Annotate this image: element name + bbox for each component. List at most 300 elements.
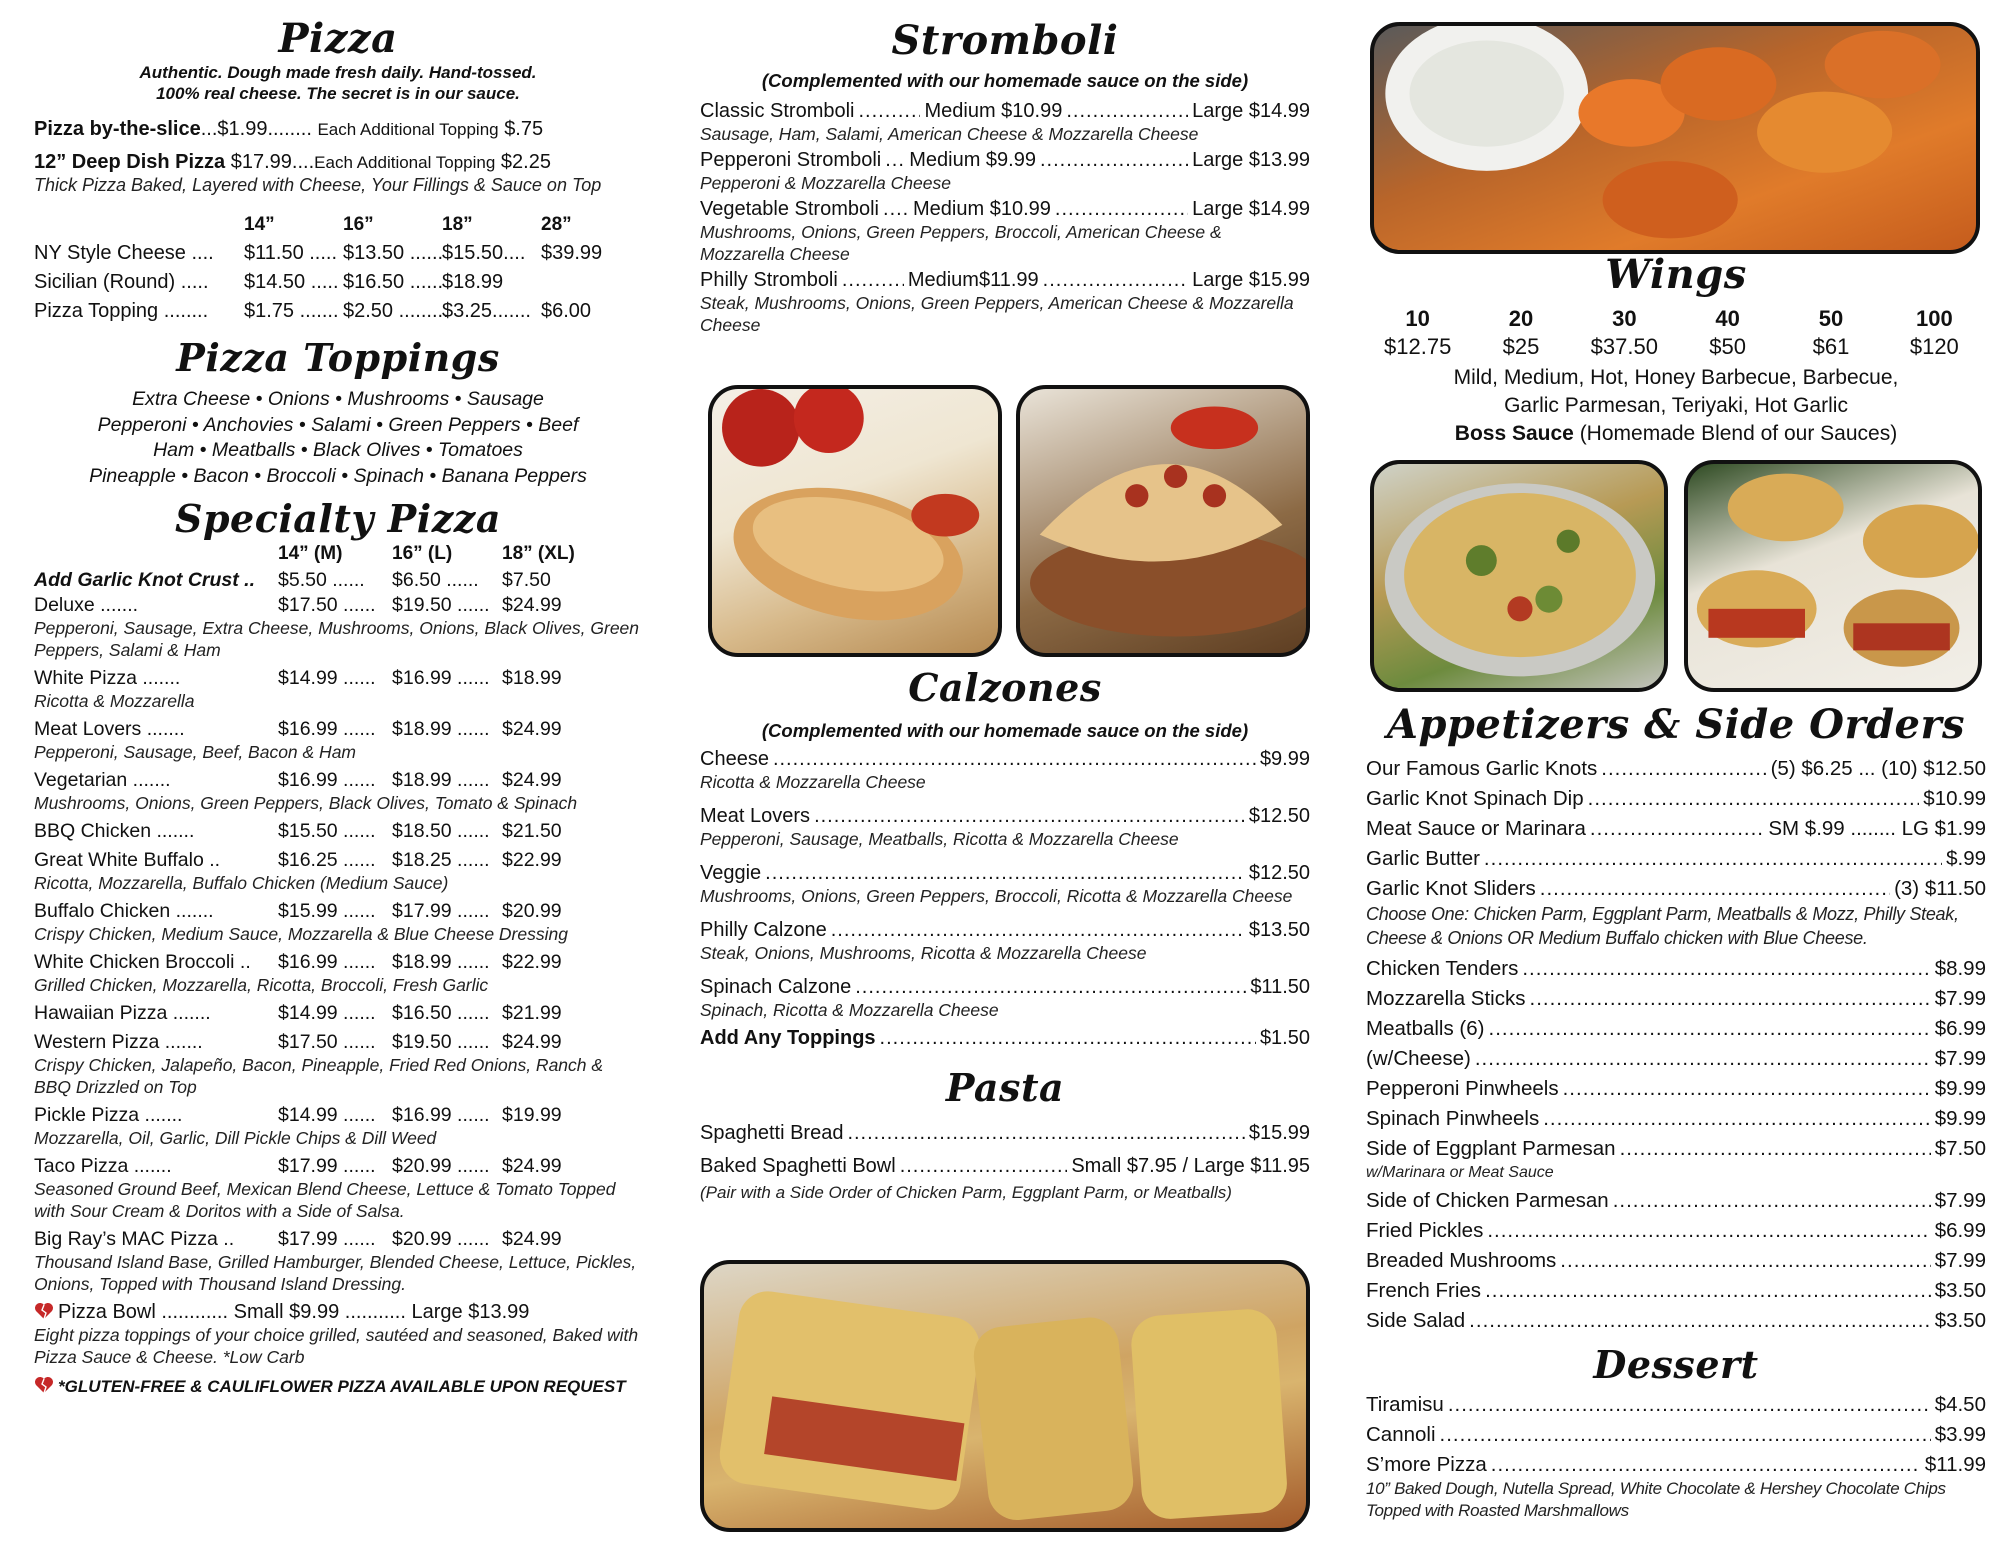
specialty-name: Buffalo Chicken ....... — [34, 900, 214, 922]
calzone-row-name: Philly Calzone — [700, 919, 827, 941]
appetizer-row — [1366, 1076, 1986, 1102]
spinach-dip-photo — [1370, 460, 1668, 692]
spaghetti-bread-photo — [700, 1260, 1310, 1532]
stromboli-large: Large $14.99 — [1192, 198, 1310, 220]
pizza-row-price: $39.99 — [541, 242, 603, 264]
specialty-desc: Pepperoni, Sausage, Beef, Bacon & Ham — [34, 742, 357, 762]
appetizer-row-price: $.99 — [1946, 847, 1986, 870]
appetizer-row-price: $6.99 — [1934, 1219, 1986, 1242]
calzones-note: (Complemented with our homemade sauce on the side) — [761, 720, 1249, 741]
deep-dish-name: 12” Deep Dish Pizza — [34, 151, 226, 173]
calzone-row-name: Veggie — [700, 862, 762, 884]
wing-count: 30 — [1612, 306, 1637, 331]
specialty-row — [34, 849, 642, 872]
specialty-name: White Chicken Broccoli .. — [34, 951, 251, 973]
appetizer-row-name: Meatballs (6) — [1366, 1017, 1485, 1040]
specialty-price: $18.25 ...... — [392, 849, 490, 871]
appetizer-row-price: $7.99 — [1934, 1047, 1986, 1070]
specialty-price: $20.99 — [502, 900, 562, 922]
specialty-price: $16.99 ...... — [278, 718, 376, 740]
add-toppings-price: $1.50 — [1259, 1027, 1310, 1049]
specialty-item — [34, 1155, 642, 1222]
specialty-price: $6.50 ...... — [392, 569, 479, 591]
appetizers-list-2 — [1366, 956, 1986, 1162]
specialty-item — [34, 849, 642, 894]
calzone-item — [700, 976, 1310, 1021]
specialty-price: $24.99 — [502, 769, 562, 791]
specialty-item — [34, 1031, 642, 1098]
specialty-row — [34, 569, 642, 592]
pizza-row-price: $3.25....... — [442, 300, 531, 322]
stromboli-desc: Mushrooms, Onions, Green Peppers, Broccoli, American Cheese & Mozzarella Cheese — [700, 222, 1222, 264]
appetizer-row-price: $6.99 — [1934, 1017, 1986, 1040]
spaghetti-bowl-row — [700, 1155, 1310, 1178]
specialty-name: Hawaiian Pizza ....... — [34, 1002, 211, 1024]
appetizer-row-name: Garlic Knot Sliders — [1366, 877, 1536, 900]
wing-sauces-line-2: Garlic Parmesan, Teriyaki, Hot Garlic — [1504, 394, 1848, 417]
stromboli-desc: Pepperoni & Mozzarella Cheese — [700, 173, 951, 193]
specialty-name: Taco Pizza ....... — [34, 1155, 172, 1177]
spaghetti-bread-name: Spaghetti Bread — [700, 1122, 844, 1144]
calzone-desc: Mushrooms, Onions, Green Peppers, Broccoli, Ricotta & Mozzarella Cheese — [700, 886, 1293, 906]
appetizers-list-3 — [1366, 1188, 1986, 1334]
size-28: 28” — [541, 214, 572, 235]
stromboli-item — [700, 100, 1310, 145]
specialty-desc: Crispy Chicken, Medium Sauce, Mozzarella & Blue Cheese Dressing — [34, 924, 568, 944]
specialty-item — [34, 951, 642, 996]
specialty-price: $24.99 — [502, 1031, 562, 1053]
calzone-row-price: $11.50 — [1250, 976, 1310, 998]
dessert-row-price: $4.50 — [1934, 1393, 1986, 1416]
specialty-price: $5.50 ...... — [278, 569, 365, 591]
appetizer-row-name: Side Salad — [1366, 1309, 1466, 1332]
pizza-column — [34, 0, 642, 1397]
dessert-row-price: $11.99 — [1924, 1453, 1986, 1476]
size-16: 16” — [343, 214, 374, 235]
spaghetti-bread-row — [700, 1122, 1310, 1145]
specialty-name: White Pizza ....... — [34, 667, 181, 689]
slice-extra: Each Additional Topping — [317, 120, 499, 139]
toppings-list — [34, 387, 642, 489]
appetizer-row — [1366, 816, 1986, 842]
specialty-heading: Specialty Pizza — [175, 496, 501, 541]
slice-name: Pizza by-the-slice — [34, 118, 201, 140]
appetizers-heading: Appetizers & Side Orders — [1386, 701, 1966, 748]
pizza-row-price: $11.50 ..... — [244, 242, 338, 264]
wing-price: $25 — [1502, 334, 1540, 359]
calzone-row — [700, 805, 1310, 828]
specialty-item — [34, 667, 642, 712]
stromboli-large: Large $14.99 — [1192, 100, 1310, 122]
specialty-desc: Grilled Chicken, Mozzarella, Ricotta, Broccoli, Fresh Garlic — [34, 975, 489, 995]
calzones-heading: Calzones — [908, 665, 1102, 710]
calzone-item — [700, 862, 1310, 907]
specialty-desc: Ricotta & Mozzarella — [34, 691, 195, 711]
calzone-row-price: $13.50 — [1248, 919, 1310, 941]
specialty-row — [34, 1002, 642, 1025]
pizza-row-price — [541, 271, 640, 294]
appetizer-row — [1366, 1248, 1986, 1274]
add-toppings-name: Add Any Toppings — [700, 1027, 876, 1049]
pizza-heading: Pizza — [278, 15, 398, 62]
calzone-row — [700, 919, 1310, 942]
spaghetti-bowl-name: Baked Spaghetti Bowl — [700, 1155, 896, 1177]
wing-count: 50 — [1818, 306, 1844, 331]
dessert-row — [1366, 1392, 1986, 1418]
appetizer-row — [1366, 1278, 1986, 1304]
slice-extra-price: $.75 — [504, 118, 544, 140]
pizza-row-name: Pizza Topping ........ — [34, 300, 209, 322]
specialty-item — [34, 594, 642, 661]
stromboli-name: Pepperoni Stromboli — [700, 149, 882, 171]
specialty-desc: Mushrooms, Onions, Green Peppers, Black Olives, Tomato & Spinach — [34, 793, 578, 813]
specialty-name: Deluxe ....... — [34, 594, 139, 616]
wing-price: $120 — [1909, 334, 1959, 359]
specialty-name: Great White Buffalo .. — [34, 849, 221, 871]
appetizer-row — [1366, 876, 1986, 902]
stromboli-medium: Medium $9.99 — [909, 149, 1036, 171]
dessert-heading: Dessert — [1593, 1342, 1759, 1387]
spaghetti-bowl-price: Small $7.95 / Large $11.95 — [1071, 1155, 1310, 1177]
deep-dish-extra-price: $2.25 — [500, 151, 551, 173]
calzone-row-name: Spinach Calzone — [700, 976, 852, 998]
dessert-row-price: $3.99 — [1934, 1423, 1986, 1446]
stromboli-medium: Medium $10.99 — [924, 100, 1063, 122]
dessert-row-name: S’more Pizza — [1366, 1453, 1487, 1476]
specialty-size-header — [34, 543, 642, 565]
specialty-price: $14.99 ...... — [278, 667, 376, 689]
specialty-row — [34, 900, 642, 923]
stromboli-desc: Sausage, Ham, Salami, American Cheese & Mozzarella Cheese — [700, 124, 1199, 144]
specialty-row — [34, 1155, 642, 1178]
specialty-price: $18.50 ...... — [392, 820, 490, 842]
specialty-row — [34, 951, 642, 974]
specialty-price: $16.99 ...... — [278, 951, 376, 973]
stromboli-list — [700, 100, 1310, 336]
calzone-row-name: Cheese — [700, 748, 769, 770]
stromboli-photo — [708, 385, 1002, 657]
pizza-price-row — [34, 242, 642, 265]
appetizer-row-name: Spinach Pinwheels — [1366, 1107, 1540, 1130]
specialty-item — [34, 769, 642, 814]
specialty-desc: Pepperoni, Sausage, Extra Cheese, Mushrooms, Onions, Black Olives, Green Peppers, Salami & Ham — [34, 618, 640, 660]
appetizer-row — [1366, 1106, 1986, 1132]
pizza-row-price: $6.00 — [541, 300, 592, 322]
dessert-row-name: Cannoli — [1366, 1423, 1436, 1446]
specialty-price: $19.50 ...... — [392, 1031, 490, 1053]
appetizer-row-price: $3.50 — [1934, 1309, 1986, 1332]
stromboli-large: Large $13.99 — [1192, 149, 1310, 171]
specialty-price: $18.99 ...... — [392, 718, 490, 740]
pizza-row-price: $2.50 ......... — [343, 300, 449, 322]
appetizer-row-price: $10.99 — [1923, 787, 1986, 810]
specialty-price: $16.50 ...... — [392, 1002, 490, 1024]
pizza-bowl-desc: Eight pizza toppings of your choice grilled, sautéed and seasoned, Baked with Pizza Sauce & Cheese. *Low Carb — [34, 1325, 639, 1367]
calzone-row-price: $12.50 — [1248, 805, 1310, 827]
pizza-tagline-2: 100% real cheese. The secret is in our sauce. — [156, 84, 520, 103]
size-xl: 18” (XL) — [502, 543, 575, 564]
calzone-item — [700, 748, 1310, 793]
appetizer-row-name: Chicken Tenders — [1366, 957, 1519, 980]
stromboli-row — [700, 149, 1310, 172]
specialty-price: $14.99 ...... — [278, 1002, 376, 1024]
stromboli-item — [700, 149, 1310, 194]
specialty-price: $14.99 ...... — [278, 1104, 376, 1126]
pizza-row-price: $1.75 ....... — [244, 300, 339, 322]
stromboli-medium: Medium $10.99 — [913, 198, 1051, 220]
specialty-price: $24.99 — [502, 1228, 562, 1250]
stromboli-name: Vegetable Stromboli — [700, 198, 880, 220]
appetizer-row-name: Meat Sauce or Marinara — [1366, 817, 1586, 840]
appetizer-row — [1366, 756, 1986, 782]
size-l: 16” (L) — [392, 543, 453, 564]
calzone-row-name: Meat Lovers — [700, 805, 811, 827]
appetizer-row-name: Fried Pickles — [1366, 1219, 1484, 1242]
specialty-row — [34, 594, 642, 617]
stromboli-item — [700, 198, 1310, 265]
specialty-desc: Thousand Island Base, Grilled Hamburger, Blended Cheese, Lettuce, Pickles, Onions, Topped with Thousand Island Dressing. — [34, 1252, 637, 1294]
stromboli-row — [700, 198, 1310, 221]
calzone-photo — [1016, 385, 1310, 657]
pizza-price-row — [34, 300, 642, 323]
calzone-row — [700, 862, 1310, 885]
dessert-row — [1366, 1422, 1986, 1448]
wing-price-row — [1366, 334, 1986, 360]
specialty-item — [34, 820, 642, 843]
specialty-price: $22.99 — [502, 849, 562, 871]
gluten-free-note — [34, 1376, 642, 1397]
specialty-desc: Mozzarella, Oil, Garlic, Dill Pickle Chips & Dill Weed — [34, 1128, 437, 1148]
pizza-row-price: $16.50 ...... — [343, 271, 444, 293]
calzone-desc: Spinach, Ricotta & Mozzarella Cheese — [700, 1000, 999, 1020]
appetizer-row-name: Breaded Mushrooms — [1366, 1249, 1557, 1272]
appetizer-row-price: $7.99 — [1934, 987, 1986, 1010]
toppings-line-2: Pepperoni • Anchovies • Salami • Green Peppers • Beef — [97, 413, 579, 436]
size-m: 14” (M) — [278, 543, 343, 564]
sliders-photo — [1684, 460, 1982, 692]
wing-count: 100 — [1915, 306, 1953, 331]
slice-line — [34, 118, 642, 141]
specialty-price: $15.50 ...... — [278, 820, 376, 842]
specialty-row — [34, 1104, 642, 1127]
specialty-price: $16.99 ...... — [392, 667, 490, 689]
pizza-size-header — [34, 214, 642, 236]
appetizer-row — [1366, 1218, 1986, 1244]
appetizer-row-price: $7.99 — [1934, 1189, 1986, 1212]
pizza-row-name: Sicilian (Round) ..... — [34, 271, 209, 293]
specialty-row — [34, 1228, 642, 1251]
specialty-price: $21.99 — [502, 1002, 562, 1024]
pizza-price-row — [34, 271, 642, 294]
specialty-item — [34, 1104, 642, 1149]
wing-sauces-line-1: Mild, Medium, Hot, Honey Barbecue, Barbecue, — [1453, 366, 1899, 389]
calzone-item — [700, 919, 1310, 964]
wing-sauces — [1366, 364, 1986, 448]
appetizer-row-name: Side of Eggplant Parmesan — [1366, 1137, 1616, 1160]
specialty-name: Big Ray’s MAC Pizza .. — [34, 1228, 235, 1250]
specialty-price: $24.99 — [502, 594, 562, 616]
specialty-price: $19.50 ...... — [392, 594, 490, 616]
calzone-row — [700, 976, 1310, 999]
pizza-row-price: $13.50 ...... — [343, 242, 444, 264]
appetizer-row — [1366, 1136, 1986, 1162]
add-toppings-row — [700, 1027, 1310, 1050]
appetizer-row-price: (5) $6.25 ... (10) $12.50 — [1770, 757, 1986, 780]
pizza-bowl-name: Pizza Bowl — [58, 1301, 156, 1323]
specialty-price: $16.25 ...... — [278, 849, 376, 871]
specialty-price: $16.99 ...... — [392, 1104, 490, 1126]
wing-price: $37.50 — [1590, 334, 1658, 359]
specialty-price: $24.99 — [502, 1155, 562, 1177]
stromboli-row — [700, 100, 1310, 123]
appetizer-row — [1366, 986, 1986, 1012]
appetizer-row-name: Mozzarella Sticks — [1366, 987, 1526, 1010]
specialty-name: Vegetarian ....... — [34, 769, 171, 791]
smore-desc: 10” Baked Dough, Nutella Spread, White Chocolate & Hershey Chocolate Chips Topped with Roasted Marshmallows — [1366, 1479, 1946, 1520]
specialty-price: $21.50 — [502, 820, 562, 842]
stromboli-heading: Stromboli — [891, 17, 1119, 64]
stromboli-name: Classic Stromboli — [700, 100, 855, 122]
wing-count: 10 — [1405, 306, 1430, 331]
pizza-row-price: $18.99 — [442, 271, 504, 293]
wing-count: 20 — [1508, 306, 1534, 331]
stromboli-photo-art — [712, 389, 998, 653]
wings-prices — [1366, 306, 1986, 448]
specialty-item — [34, 900, 642, 945]
appetizers-list-1 — [1366, 756, 1986, 902]
appetizer-row-name: Garlic Knot Spinach Dip — [1366, 787, 1584, 810]
boss-sauce: Boss Sauce — [1454, 422, 1574, 445]
deep-dish-line — [34, 151, 642, 174]
specialty-name: Meat Lovers ....... — [34, 718, 185, 740]
calzone-desc: Pepperoni, Sausage, Meatballs, Ricotta & Mozzarella Cheese — [700, 829, 1179, 849]
deep-dish-desc: Thick Pizza Baked, Layered with Cheese, Your Fillings & Sauce on Top — [34, 175, 602, 195]
specialty-list — [34, 569, 642, 1295]
spaghetti-bread-photo-art — [704, 1264, 1306, 1528]
specialty-price: $22.99 — [502, 951, 562, 973]
appetizer-row-name: French Fries — [1366, 1279, 1482, 1302]
calzone-row-price: $9.99 — [1259, 748, 1310, 770]
specialty-name: BBQ Chicken ....... — [34, 820, 195, 842]
specialty-desc: Ricotta, Mozzarella, Buffalo Chicken (Medium Sauce) — [34, 873, 449, 893]
stromboli-name: Philly Stromboli — [700, 269, 838, 291]
appetizer-row-price: $7.50 — [1934, 1137, 1986, 1160]
deep-dish-price: $17.99.... — [230, 151, 315, 173]
specialty-price: $17.50 ...... — [278, 1031, 376, 1053]
specialty-price: $20.99 ...... — [392, 1155, 490, 1177]
appetizer-row-price: $7.99 — [1934, 1249, 1986, 1272]
calzone-photo-art — [1020, 389, 1306, 653]
appetizer-row — [1366, 1188, 1986, 1214]
appetizer-row — [1366, 1308, 1986, 1334]
specialty-price: $17.50 ...... — [278, 594, 376, 616]
specialty-price: $18.99 ...... — [392, 951, 490, 973]
pizza-bowl-line: Pizza Bowl ............ Small $9.99 ........... Large $13.99 — [34, 1301, 642, 1324]
specialty-item — [34, 569, 642, 592]
eggplant-desc: w/Marinara or Meat Sauce — [1366, 1164, 1554, 1181]
specialty-name: Add Garlic Knot Crust .. — [34, 569, 256, 591]
appetizer-row-price: (3) $11.50 — [1894, 877, 1986, 900]
calzone-desc: Ricotta & Mozzarella Cheese — [700, 772, 926, 792]
specialty-price: $7.50 — [502, 569, 551, 591]
calzones-list — [700, 748, 1310, 1021]
pizza-bowl-small: Small $9.99 — [233, 1301, 340, 1323]
specialty-price: $16.99 ...... — [278, 769, 376, 791]
specialty-price: $19.99 — [502, 1104, 562, 1126]
specialty-price: $18.99 ...... — [392, 769, 490, 791]
specialty-price: $17.99 ...... — [392, 900, 490, 922]
specialty-row — [34, 667, 642, 690]
dessert-row-name: Tiramisu — [1366, 1393, 1444, 1416]
wing-count: 40 — [1715, 306, 1740, 331]
wings-photo-art — [1374, 26, 1976, 250]
wing-price: $12.75 — [1384, 334, 1452, 359]
pasta-heading: Pasta — [945, 1065, 1065, 1110]
heart-icon — [34, 1376, 54, 1394]
specialty-row — [34, 820, 642, 843]
spaghetti-bread-price: $15.99 — [1248, 1122, 1310, 1144]
specialty-item — [34, 1228, 642, 1295]
toppings-heading: Pizza Toppings — [176, 335, 500, 380]
specialty-name: Western Pizza ....... — [34, 1031, 203, 1053]
sliders-photo-art — [1688, 464, 1978, 688]
appetizer-row — [1366, 786, 1986, 812]
appetizers-section — [1366, 700, 1986, 1522]
pizza-row-name: NY Style Cheese .... — [34, 242, 214, 264]
stromboli-large: Large $15.99 — [1192, 269, 1310, 291]
deep-dish-extra: Each Additional Topping — [314, 153, 496, 172]
specialty-price: $20.99 ...... — [392, 1228, 490, 1250]
dessert-row — [1366, 1452, 1986, 1478]
toppings-line-3: Ham • Meatballs • Black Olives • Tomatoes — [153, 439, 523, 461]
appetizer-row-name: Pepperoni Pinwheels — [1366, 1077, 1559, 1100]
wings-photo — [1370, 22, 1980, 254]
specialty-desc: Crispy Chicken, Jalapeño, Bacon, Pineapple, Fried Red Onions, Ranch & BBQ Drizzled on Top — [34, 1055, 604, 1097]
specialty-desc: Seasoned Ground Beef, Mexican Blend Cheese, Lettuce & Tomato Topped with Sour Cream & Doritos with a Side of Salsa. — [34, 1179, 616, 1221]
stromboli-row — [700, 269, 1310, 292]
stromboli-item — [700, 269, 1310, 336]
slice-price: ...$1.99........ — [200, 118, 312, 140]
specialty-price: $17.99 ...... — [278, 1228, 376, 1250]
appetizer-row-name: Our Famous Garlic Knots — [1366, 757, 1598, 780]
pizza-row-price: $14.50 ..... — [244, 271, 339, 293]
stromboli-column — [700, 0, 1310, 1202]
spinach-dip-photo-art — [1374, 464, 1664, 688]
specialty-name: Pickle Pizza ....... — [34, 1104, 183, 1126]
toppings-line-4: Pineapple • Bacon • Broccoli • Spinach • Banana Peppers — [89, 464, 587, 487]
pizza-row-price: $15.50.... — [442, 242, 526, 264]
specialty-row — [34, 718, 642, 741]
specialty-price: $15.99 ...... — [278, 900, 376, 922]
size-18: 18” — [442, 214, 473, 235]
calzone-desc: Steak, Onions, Mushrooms, Ricotta & Mozzarella Cheese — [700, 943, 1147, 963]
wings-heading: Wings — [1605, 251, 1747, 298]
appetizer-row-price: $8.99 — [1934, 957, 1986, 980]
heart-icon — [34, 1302, 54, 1320]
calzone-row-price: $12.50 — [1248, 862, 1310, 884]
boss-sauce-desc: (Homemade Blend of our Sauces) — [1573, 422, 1898, 445]
sliders-desc: Choose One: Chicken Parm, Eggplant Parm, Meatballs & Mozz, Philly Steak, Cheese & Onions OR Medium Buffalo chicken with Blue Cheese. — [1366, 904, 1959, 948]
specialty-price: $24.99 — [502, 718, 562, 740]
stromboli-medium: Medium$11.99 — [907, 269, 1039, 291]
wing-price: $61 — [1812, 334, 1850, 359]
calzones-section — [700, 720, 1310, 1204]
calzone-row — [700, 748, 1310, 771]
appetizer-row — [1366, 846, 1986, 872]
stromboli-desc: Steak, Mushrooms, Onions, Green Peppers, American Cheese & Mozzarella Cheese — [700, 293, 1294, 335]
pizza-bowl-large: Large $13.99 — [411, 1301, 530, 1323]
appetizer-row-price: $9.99 — [1934, 1077, 1986, 1100]
